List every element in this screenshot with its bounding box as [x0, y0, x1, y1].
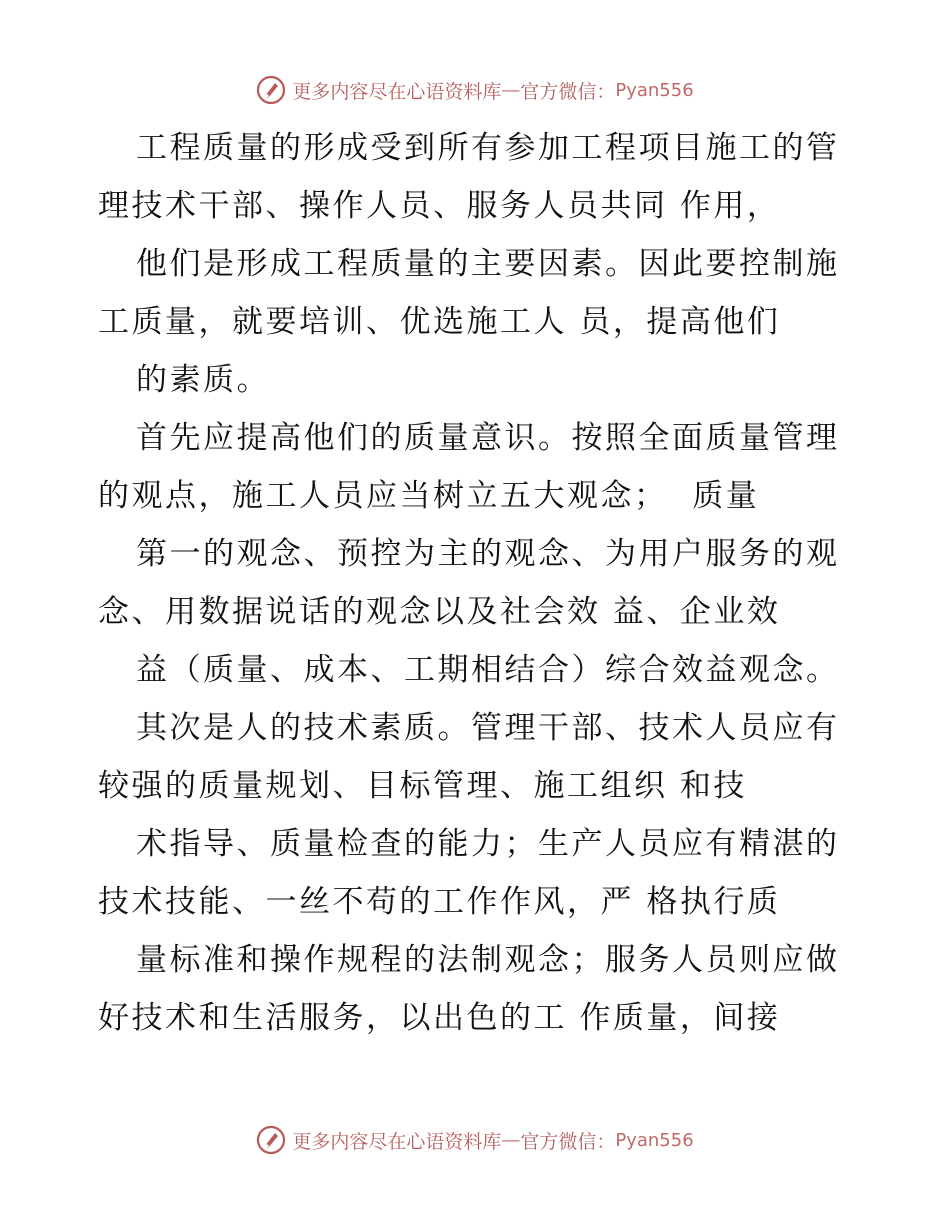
watermark-wechat-id: Pyan556 — [615, 1129, 694, 1151]
watermark-wechat-id: Pyan556 — [615, 79, 694, 101]
text-line: 益（质量、成本、工期相结合）综合效益观念。 — [136, 652, 840, 688]
text-line: 工程质量的形成受到所有参加工程项目施工的管 — [136, 130, 840, 166]
text-line: 他们是形成工程质量的主要因素。因此要控制施 — [136, 246, 840, 282]
watermark-official-label: 官方微信： — [520, 1130, 616, 1153]
text-line: 术指导、质量检查的能力；生产人员应有精湛的 — [136, 826, 840, 862]
text-line: 第一的观念、预控为主的观念、为用户服务的观 — [136, 536, 840, 572]
watermark-official-label: 官方微信： — [520, 80, 616, 103]
text-line: 好技术和生活服务，以出色的工 作质量，间接 — [98, 1000, 781, 1036]
watermark-brand-text: 更多内容尽在心语资料库 — [292, 1130, 502, 1153]
text-line: 理技术干部、操作人员、服务人员共同 作用， — [98, 188, 781, 224]
text-line: 其次是人的技术素质。管理干部、技术人员应有 — [136, 710, 840, 746]
text-line: 工质量，就要培训、优选施工人 员，提高他们 — [98, 304, 781, 340]
watermark-dash: — — [501, 79, 521, 101]
watermark-dash: — — [501, 1129, 521, 1151]
text-line: 首先应提高他们的质量意识。按照全面质量管理 — [136, 420, 840, 456]
watermark-brand-text: 更多内容尽在心语资料库 — [292, 80, 502, 103]
text-line: 念、用数据说话的观念以及社会效 益、企业效 — [98, 594, 781, 630]
text-line: 的观点，施工人员应当树立五大观念； 质量 — [98, 478, 760, 514]
text-line: 的素质。 — [136, 362, 270, 398]
pen-nib-seal-icon — [256, 1125, 286, 1155]
text-line: 量标准和操作规程的法制观念；服务人员则应做 — [136, 942, 840, 978]
footer-watermark — [0, 1120, 950, 1160]
text-line: 较强的质量规划、目标管理、施工组织 和技 — [98, 768, 747, 804]
text-line: 技术技能、一丝不苟的工作作风，严 格执行质 — [98, 884, 781, 920]
